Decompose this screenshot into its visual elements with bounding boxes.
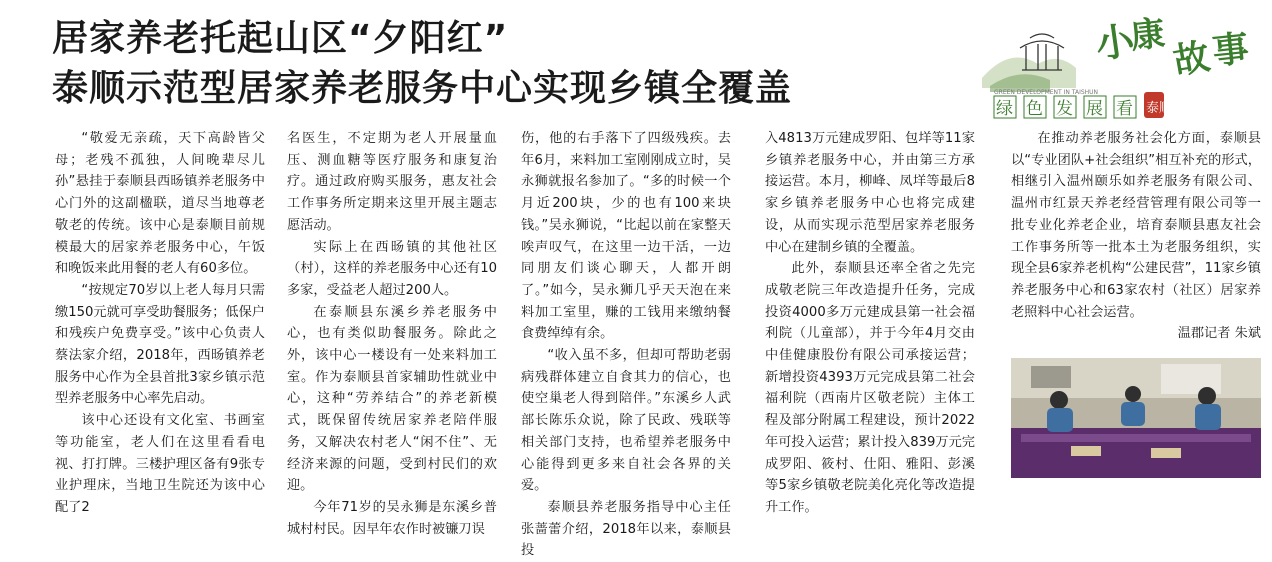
calligraphy-logo-text (1093, 14, 1251, 83)
svg-text:色: 色 (1026, 99, 1043, 119)
article-column-4 (765, 128, 975, 519)
paragraph: “收入虽不多，但却可帮助老弱病残群体建立自食其力的信心，也使空巢老人得到陪伴。”东溪乡人武部长陈乐众说，除了民政、残联等相关部门支持，也希望养老服务中心能得到更多来自社会各界的关爱。 (521, 348, 731, 494)
elderly-activity-photo (1011, 358, 1261, 478)
svg-text:故: 故 (1170, 35, 1214, 83)
svg-text:小: 小 (1092, 17, 1137, 67)
headline (52, 14, 952, 114)
paragraph: 入4813万元建成罗阳、包垟等11家乡镇养老服务中心，并由第三方承接运营。本月，柳峰、凤垟等最后8家乡镇养老服务中心也将完成建设，从而实现示范型居家养老服务中心在建制乡镇的全覆盖。 (765, 131, 975, 255)
article-column-1 (55, 128, 265, 519)
svg-text:看: 看 (1116, 99, 1133, 119)
paragraph: 此外，泰顺县还率全省之先完成敬老院三年改造提升任务，完成投资4000多万元建成县第一社会福利院（儿童部），并于今年4月交由中佳健康股份有限公司承接运营；新增投资4393万元完成县第二社会福利院（西南片区敬老院）主体工程及部分附属工程建设，预计2022年可投入运营；累计投入839万元完成罗阳、筱村、仕阳、雅阳、彭溪等5家乡镇敬老院美化亮化等改造提升工作。 (765, 261, 975, 515)
svg-text:展: 展 (1086, 99, 1103, 119)
paragraph: 该中心还设有文化室、书画室等功能室，老人们在这里看看电视、打打牌。三楼护理区备有9张专业护理床，当地卫生院还为该中心配了2 (55, 413, 265, 515)
paragraph: “敬爱无亲疏，天下高龄皆父母；老残不孤独，人间晚辈尽儿孙”悬挂于泰顺县西旸镇养老服务中心门外的这副楹联，道尽当地尊老敬老的传统。该中心是泰顺目前规模最大的居家养老服务中心，午饭和晚饭来此用餐的老人有60多位。 (55, 131, 265, 277)
tagline (994, 92, 1173, 119)
article-column-3 (521, 128, 731, 562)
paragraph: 伤，他的右手落下了四级残疾。去年6月，来料加工室刚刚成立时，吴永狮就报名参加了。“多的时候一个月近200块，少的也有100来块钱。”吴永狮说，“比起以前在家整天唉声叹气，在这里一边干活，一边同朋友们谈心聊天，人都开朗了。”如今，吴永狮几乎天天泡在来料加工室里，赚的工钱用来缴纳餐食费绰绰有余。 (521, 131, 731, 342)
column-logo (980, 8, 1262, 120)
paragraph: 实际上在西旸镇的其他社区（村），这样的养老服务中心还有10多家，受益老人超过200人。 (287, 239, 497, 298)
svg-text:康: 康 (1128, 13, 1167, 57)
paragraph: 泰顺县养老服务指导中心主任张蔷蕾介绍，2018年以来，泰顺县投 (521, 499, 731, 559)
svg-text:发: 发 (1056, 99, 1073, 119)
paragraph: 在推动养老服务社会化方面，泰顺县以“专业团队+社会组织”相互补充的形式，相继引入温州颐乐如养老服务有限公司、温州市红景天养老经营管理有限公司等一批专业化养老企业，培育泰顺县惠友社会工作事务所等一批本土为老服务组织，实现全县6家养老机构“公建民营”，11家乡镇养老服务中心和63家农村（社区）居家养老照料中心社会运营。 (1011, 131, 1261, 320)
svg-text:泰顺: 泰顺 (1146, 101, 1173, 116)
article-column-5 (1011, 128, 1261, 345)
logo-subtitle: GREEN DEVELOPMENT IN TAISHUN (994, 89, 1099, 96)
headline-line-2: 泰顺示范型居家养老服务中心实现乡镇全覆盖 (52, 68, 793, 109)
byline: 温郡记者 朱斌 (1177, 326, 1261, 342)
article-column-2 (287, 128, 497, 540)
paragraph: 今年71岁的吴永狮是东溪乡普城村村民。因早年农作时被镰刀误 (287, 499, 497, 537)
headline-line-1: 居家养老托起山区“夕阳红” (52, 18, 509, 59)
paragraph: 在泰顺县东溪乡养老服务中心，也有类似助餐服务。除此之外，该中心一楼设有一处来料加工室。作为泰顺县首家辅助性就业中心，这种“劳养结合”的养老新模式，既保留传统居家养老陪伴服务，又解决农村老人“闲不住”、无经济来源的问题，受到村民们的欢迎。 (287, 304, 497, 494)
paragraph: “按规定70岁以上老人每月只需缴150元就可享受助餐服务；低保户和残疾户免费享受。”该中心负责人蔡法家介绍，2018年，西旸镇养老服务中心作为全县首批3家乡镇示范型养老服务中心率先启动。 (55, 282, 265, 407)
paragraph: 名医生，不定期为老人开展量血压、测血糖等医疗服务和康复治疗。通过政府购买服务，惠友社会工作事务所定期来这里开展主题志愿活动。 (287, 131, 497, 233)
svg-text:绿: 绿 (996, 99, 1013, 119)
svg-text:事: 事 (1210, 27, 1251, 73)
